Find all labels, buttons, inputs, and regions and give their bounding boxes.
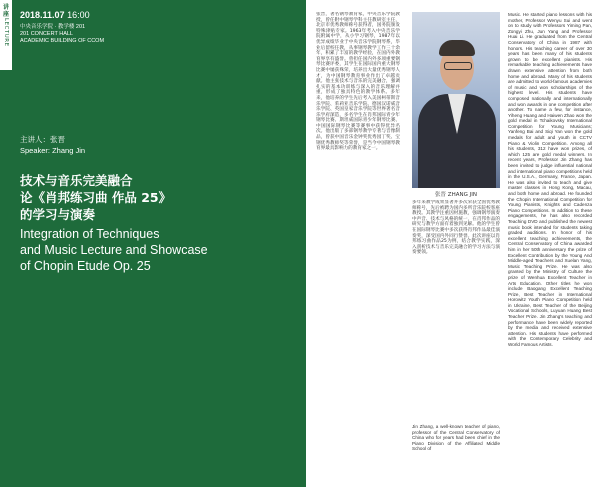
photo-glasses	[444, 62, 472, 70]
photo-hair	[439, 40, 475, 56]
title-zh-line-2: 论《肖邦练习曲 作品 25》	[20, 190, 172, 205]
photo-caption: 张晋 ZHANG JIN	[435, 192, 477, 198]
speaker-photo	[412, 12, 500, 188]
speaker-block	[20, 134, 85, 156]
title-en	[20, 226, 208, 274]
bio-column-zh: 张晋，著名钢琴教育家，中央音乐学院教授，曾任附中钢琴学科主任教研室主任，北京市优秀教师称号获得者，国务院颁发特殊津贴专家。1963年考入中央音乐学院附属中学，从小学习钢琴，1987年以优异成绩毕业于中央音乐学院钢琴系，毕业后留校任教，从事钢琴教学工作三十余年，积累了丰富的教学经验，在国内外教育界享有盛誉。曾担任国内外多项重要钢琴比赛评委，其学生在国际国内重大钢琴比赛中屡获殊荣，培养出大量优秀钢琴人才，为中国钢琴教育事业作出了卓越贡献。他主张技术与音乐的完美融合，强调扎实的基本功训练与深入的音乐理解并重，形成了独具特色的教学体系。多年来，他培养的学生先后考入美国柯蒂斯音乐学院、茱莉亚音乐学院、德国汉诺威音乐学院、英国皇家音乐学院等世界著名音乐学府深造，多名学生在肖邦国际青少年钢琴比赛、斯坦威国际青少年钢琴比赛、中国国际钢琴比赛等赛事中获得优异名次。他出版了多部钢琴教学专著与音像制品，曾获中国音乐金钟奖优秀园丁奖、宝钢优秀教师奖等荣誉，是当今中国钢琴教育界最具影响力的教育家之一。	[316, 12, 400, 152]
bio-column-en-start: Jin Zhang, a well-known teacher of piano, professor of the Central Conservatory of China who for years had been chief in the Piano Division of the Affiliated Middle School of	[412, 424, 500, 452]
venue	[20, 24, 104, 45]
title-zh-line-1: 技术与音乐完美融合	[20, 173, 133, 188]
event-datetime	[20, 10, 90, 20]
title-zh	[20, 172, 171, 223]
title-en-line-1: Integration of Techniques	[20, 227, 160, 241]
event-date: 2018.11.07	[20, 10, 65, 20]
bio-column-zh-continued: 多年来教学成果显著并多次荣获全国优秀教师称号，先后被聘为国内多所音乐院校客座教授。其教学注重因材施教，强调钢琴演奏中声音、技术与风格的统一，在肖邦作品的研究与教学方面有着独到见解。他的学生曾在国际钢琴比赛中多次获得肖邦作品最佳演奏奖，深受国内外同行赞誉。此次讲座以肖邦练习曲作品25为例，结合教学实践，深入剖析技术与音乐完美融合的学习方法与演奏要领。	[412, 200, 500, 256]
speaker-zh: 主讲人：张晋	[20, 135, 65, 144]
title-en-line-2: and Music Lecture and Showcase	[20, 243, 208, 257]
event-time: 16:00	[67, 10, 90, 20]
lecture-vertical-label: LECTURE	[3, 18, 9, 47]
speaker-en: Speaker: Zhang Jin	[20, 146, 86, 155]
venue-zh: 中央音乐学院 · 教学楼 201	[20, 24, 86, 30]
title-zh-line-3: 的学习与演奏	[20, 207, 96, 222]
venue-en-2: ACADEMIC BUILDING OF CCOM	[20, 38, 105, 44]
lecture-tab	[0, 0, 12, 70]
lecture-tab-text: 讲座	[2, 4, 9, 18]
venue-en-1: 201 CONCERT HALL	[20, 31, 73, 37]
bio-column-en: Music. He started piano lessons with his mother, Professor Wenyu Sui and went on to study with Professors Yiming Pan, Zongyi Zhu, Jun Yang and Professor Huai Li. He graduated from the Central Conservatory of China in 1987 with honors. His teaching career of over 30 years has been many of his students grown to be excellent pianists. His remarkable teaching achievements have drawn extensive attention from both home and abroad. Many of his students are admitted to world-famous academies of music and won scholarships of the highest level. His students have composed nationally and internationally and won awards in one competition after another. To name a few, for instance, Yiheng Huang and Haiwen Zhao won the gold medal in Tchaikovsky International Competition for Young Musicians; Yanfeng Bai and Siqi Yan won the gold medals for adult and youth in CCTV Piano & Violin Competition. Among all his students, 312 have won prizes, of which 125 are gold medal winners. In recent years, Professor Jin Zhang has been invited to judge influential national and international piano competitions held in the U.S.A., Germany, France, Japan. He was also invited to teach and give master classes in Hong Kong, Macau, and both home and abroad. He founded the Chopin International Competition for Young Pianists, Knights and Cadenza Piano Competitions. In addition to these engagements, he has also recorded Teaching DVD and published the newest music book intended for students taking graded auditions. In honor of his excellent teaching achievements, the Central Conservatory of China awarded him in her 50th anniversary the prize of Excellent Contribution by the Young And Middle-aged Teachers and Xuelan Yang, Music Teaching Prize. He was also granted by the Ministry of Culture the prize of Wenhua Excellent Teacher in Arts Education. Other titles he won include Baogang Excellent Teaching Prize, Best Teacher in International Horowitz Youth Piano Competition held in Ukraine, Best Teacher of the Beijing Vocational Schools, Luyuan Huang Best Teacher Prize. Jin Zhang's teaching and performance have been widely reported by the media and received extensive attention. His students have performed with the Contemporary Celebrity and World Famous Artists.	[508, 12, 592, 348]
title-en-line-3: of Chopin Etude Op. 25	[20, 259, 151, 273]
